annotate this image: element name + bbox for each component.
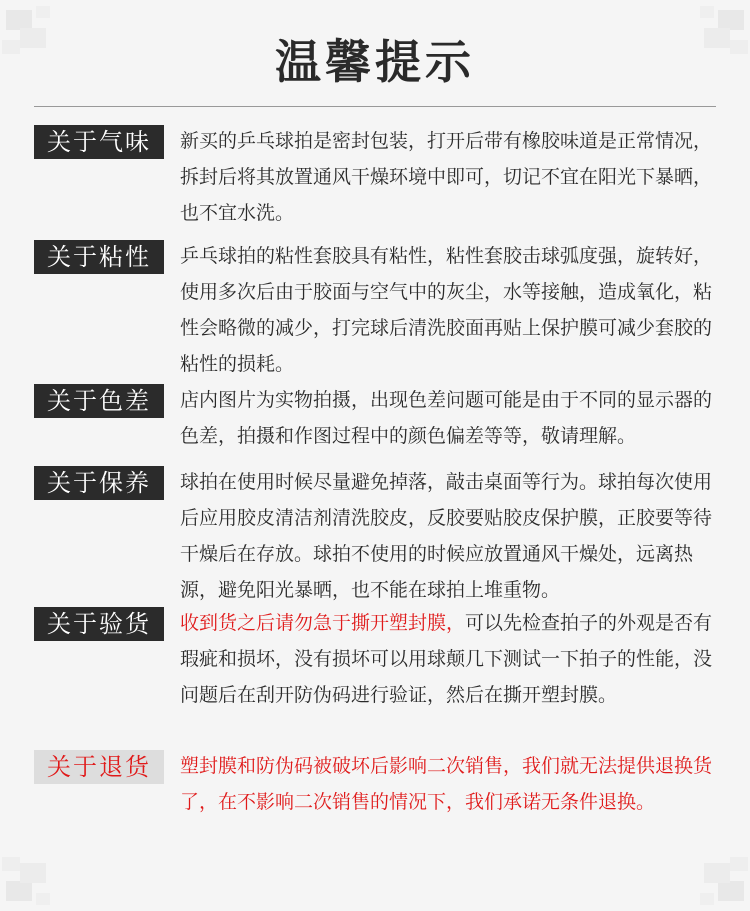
section-text: 店内图片为实物拍摄，出现色差问题可能是由于不同的显示器的色差，拍摄和作图过程中的颜色偏差等等，敬请理解。	[180, 389, 713, 447]
corner-decoration-bottom-left	[0, 841, 70, 911]
section-label: 关于气味	[34, 125, 164, 159]
inspection-text: 可以先检查拍子的外观是否有瑕疵和损坏，没有损坏可以用球颠几下测试一下拍子的性能，没问题后在刮开防伪码进行验证，然后在撕开塑封膜。	[180, 612, 713, 706]
section-label: 关于验货	[34, 607, 164, 641]
section-text: 球拍在使用时候尽量避免掉落，敲击桌面等行为。球拍每次使用后应用胶皮清洁剂清洗胶皮，反胶要贴胶皮保护膜，正胶要等待干燥后在存放。球拍不使用的时候应放置通风干燥处，远离热源，避免阳光暴晒，也不能在球拍上堆重物。	[180, 471, 713, 601]
inspection-warning: 收到货之后请勿急于撕开塑封膜，	[180, 612, 466, 634]
section-text	[180, 605, 726, 713]
title-divider	[34, 106, 716, 107]
corner-decoration-bottom-right	[680, 841, 750, 911]
section-label: 关于保养	[34, 466, 164, 500]
page-title: 温馨提示	[275, 35, 475, 89]
section-label: 关于退货	[34, 750, 164, 784]
section-text: 新买的乒乓球拍是密封包装，打开后带有橡胶味道是正常情况，拆封后将其放置通风干燥环境中即可，切记不宜在阳光下暴晒，也不宜水洗。	[180, 130, 713, 224]
section-text: 塑封膜和防伪码被破坏后影响二次销售，我们就无法提供退换货了，在不影响二次销售的情况下，我们承诺无条件退换。	[180, 755, 713, 813]
section-label: 关于色差	[34, 384, 164, 418]
section-text: 乒乓球拍的粘性套胶具有粘性，粘性套胶击球弧度强，旋转好，使用多次后由于胶面与空气中的灰尘，水等接触，造成氧化，粘性会略微的减少，打完球后清洗胶面再贴上保护膜可减少套胶的粘性的损耗。	[180, 245, 713, 375]
section-label: 关于粘性	[34, 240, 164, 274]
